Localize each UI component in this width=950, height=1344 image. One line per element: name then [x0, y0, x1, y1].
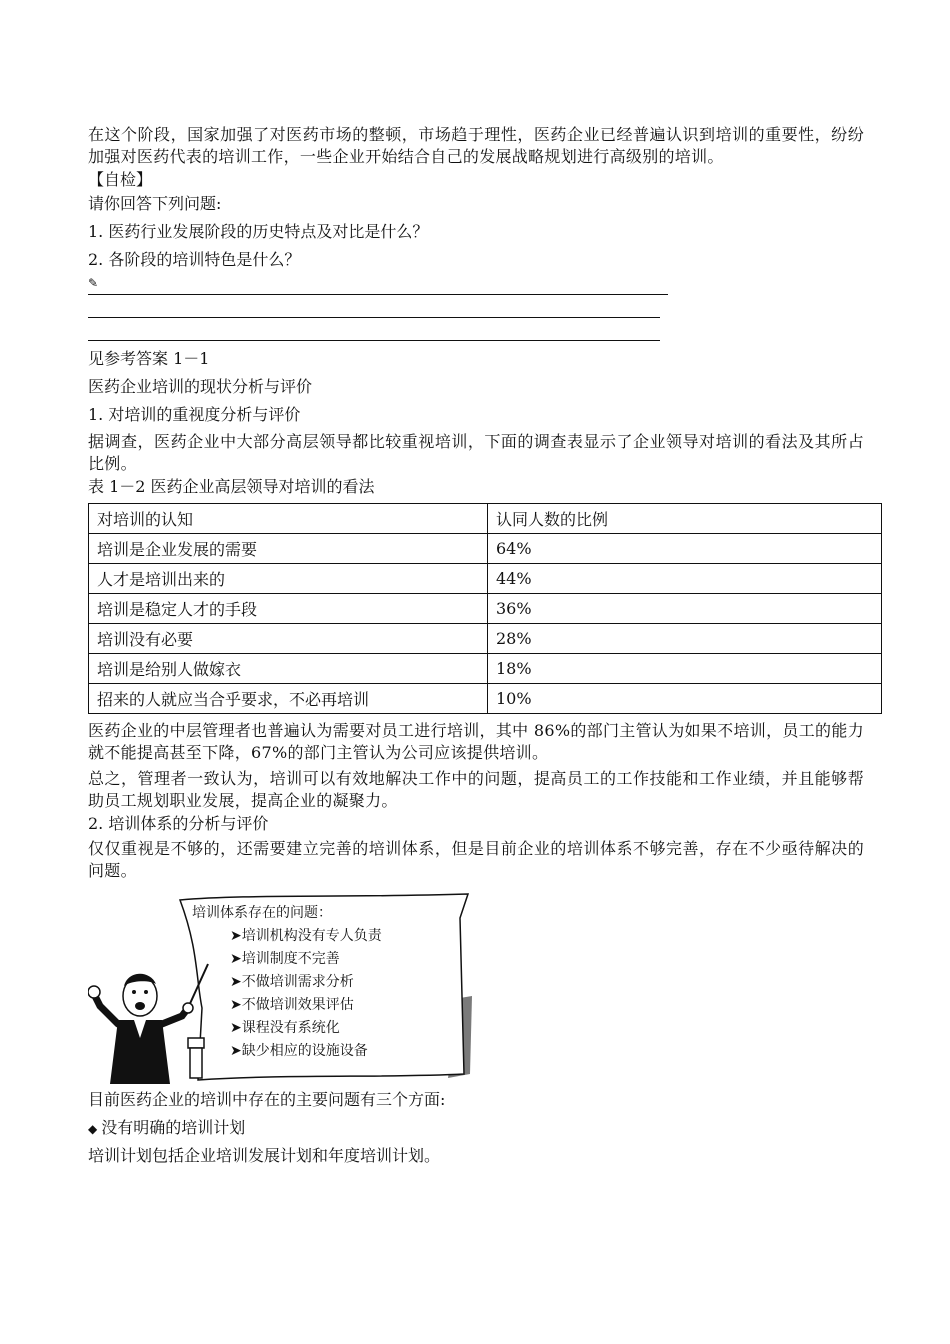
table-header-row: [89, 504, 882, 534]
answer-reference: 见参考答案 1－1: [88, 349, 210, 368]
answer-line-2: [88, 295, 660, 318]
intro-paragraph: 在这个阶段，国家加强了对医药市场的整顿，市场趋于理性，医药企业已经普遍认识到培训的重要性，纷纷加强对医药代表的培训工作，一些企业开始结合自己的发展战略规划进行高级别的培训。: [88, 125, 864, 166]
table-row: [89, 624, 882, 654]
table-row: [89, 564, 882, 594]
figure-item: ➤培训机构没有专人负责: [230, 928, 382, 944]
opinion-table: [88, 503, 882, 714]
subsection-1-title: 1. 对培训的重视度分析与评价: [88, 405, 301, 424]
diamond-bullet-icon: ◆: [88, 1122, 98, 1136]
table-cell: 培训是企业发展的需要: [89, 534, 488, 564]
middle-managers-paragraph: 医药企业的中层管理者也普遍认为需要对员工进行培训，其中 86%的部门主管认为如果不培训，员工的能力就不能提高甚至下降，67%的部门主管认为公司应该提供培训。: [88, 721, 864, 762]
training-problems-figure: [88, 888, 508, 1084]
table-cell: 36%: [488, 594, 882, 624]
table-caption: 表 1－2 医药企业高层领导对培训的看法: [88, 477, 375, 496]
self-check-heading: 【自检】: [88, 170, 153, 189]
pen-icon: ✎: [88, 275, 99, 290]
subsection-2-title: 2. 培训体系的分析与评价: [88, 814, 269, 833]
table-header-cell: 认同人数的比例: [488, 504, 882, 534]
question-1: 1. 医药行业发展阶段的历史特点及对比是什么？: [88, 222, 429, 241]
figure-item: ➤缺少相应的设施设备: [230, 1043, 368, 1059]
question-2: 2. 各阶段的培训特色是什么？: [88, 250, 301, 269]
bullet-text: 没有明确的培训计划: [101, 1118, 246, 1137]
problems-intro: 目前医药企业的培训中存在的主要问题有三个方面:: [88, 1090, 446, 1109]
table-cell: 10%: [488, 684, 882, 714]
answer-lines: [88, 272, 668, 341]
table-cell: 招来的人就应当合乎要求，不必再培训: [89, 684, 488, 714]
table-cell: 64%: [488, 534, 882, 564]
figure-text: [192, 902, 382, 1063]
section-title: 医药企业培训的现状分析与评价: [88, 377, 313, 396]
answer-line-1: [88, 272, 668, 295]
table-cell: 培训是稳定人才的手段: [89, 594, 488, 624]
table-cell: 培训没有必要: [89, 624, 488, 654]
table-cell: 培训是给别人做嫁衣: [89, 654, 488, 684]
closing-paragraph: 培训计划包括企业培训发展计划和年度培训计划。: [88, 1146, 441, 1165]
table-cell: 44%: [488, 564, 882, 594]
figure-item: ➤不做培训需求分析: [230, 974, 354, 990]
answer-line-3: [88, 318, 660, 341]
table-row: [89, 684, 882, 714]
subsection-2-paragraph: 仅仅重视是不够的，还需要建立完善的培训体系，但是目前企业的培训体系不够完善，存在不少亟待解决的问题。: [88, 839, 864, 880]
table-row: [89, 594, 882, 624]
self-check-prompt: 请你回答下列问题:: [88, 194, 222, 213]
figure-item: ➤培训制度不完善: [230, 951, 340, 967]
subsection-1-paragraph: 据调查，医药企业中大部分高层领导都比较重视培训，下面的调查表显示了企业领导对培训的看法及其所占比例。: [88, 432, 864, 473]
bullet-item: [88, 1116, 864, 1140]
table-row: [89, 654, 882, 684]
summary-paragraph: 总之，管理者一致认为，培训可以有效地解决工作中的问题，提高员工的工作技能和工作业绩，并且能够帮助员工规划职业发展，提高企业的凝聚力。: [88, 769, 864, 810]
table-cell: 18%: [488, 654, 882, 684]
figure-list: [192, 925, 382, 1063]
document-page: [88, 124, 864, 1168]
table-cell: 人才是培训出来的: [89, 564, 488, 594]
figure-item: ➤不做培训效果评估: [230, 997, 354, 1013]
table-cell: 28%: [488, 624, 882, 654]
table-row: [89, 534, 882, 564]
table-header-cell: 对培训的认知: [89, 504, 488, 534]
figure-item: ➤课程没有系统化: [230, 1020, 340, 1036]
figure-title: 培训体系存在的问题：: [192, 905, 332, 921]
